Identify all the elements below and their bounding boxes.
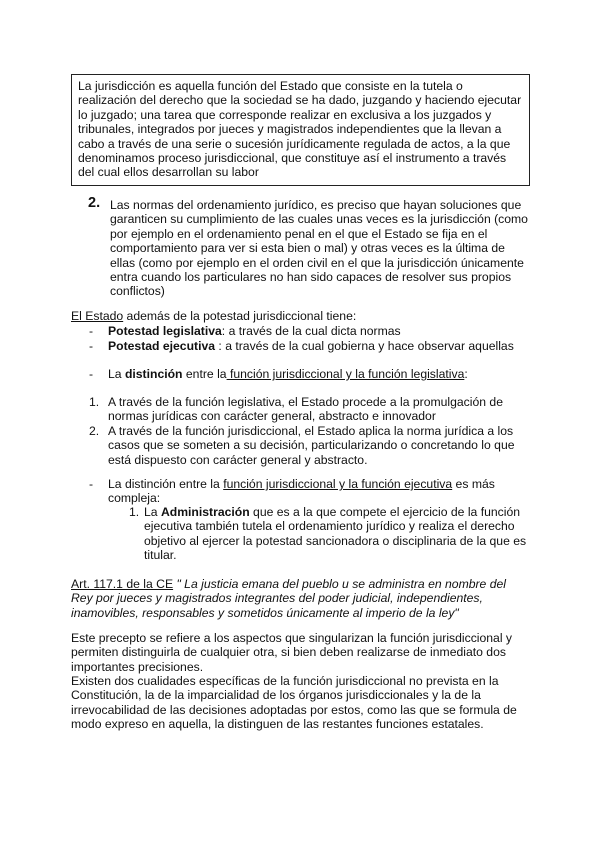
- potestad-legislativa-label: Potestad legislativa: [108, 324, 222, 338]
- list-marker: -: [89, 339, 94, 353]
- point-2-text: Las normas del ordenamiento jurídico, es preciso que hayan soluciones que garanticen su cumplimiento de las cuales unas veces es la jurisdicción (como por ejemplo en el ordenamiento penal en el que el Estado se fija en el comportamiento para ver si esta bien o mal) y otras veces es la última de ellas (como por ejemplo en el orden civil en el que la jurisdicción únicamente entra cuando los particulares no han sido capaces de resolver sus propios conflictos): [110, 198, 528, 299]
- potestad-ejecutiva-label: Potestad ejecutiva: [108, 339, 216, 353]
- paragraph-cualidades: Existen dos cualidades específicas de la función jurisdiccional no prevista en la Constitución, la de la imparcialidad de los órganos jurisdiccionales y la de la irrevocabilidad de las decisiones adoptadas por estos, como las que se formula de modo expreso en aquella, la distinguen de las restantes funciones estatales.: [71, 674, 517, 732]
- list-marker: 1.: [129, 505, 140, 519]
- legislativa-item-2-text: A través de la función jurisdiccional, el Estado aplica la norma jurídica a los casos que se someten a su decisión, particularizando o concretando lo que está dispuesto con carácter general y abstracto.: [108, 424, 515, 467]
- list-marker: 1.: [89, 395, 100, 409]
- administracion-bold: Administración: [160, 505, 250, 519]
- distincion2-post: es más compleja:: [108, 477, 495, 506]
- point-2-number: 2.: [88, 195, 101, 211]
- distincion-ejecutiva-heading: [89, 477, 539, 506]
- distincion-pre: La: [108, 367, 125, 381]
- potestad-ejecutiva-desc: : a través de la cual gobierna y hace observar aquellas: [215, 339, 514, 353]
- estado-heading: [71, 309, 531, 323]
- list-marker: -: [89, 324, 94, 338]
- article-quote: [71, 577, 526, 620]
- article-quote-text: " La justicia emana del pueblo u se administra en nombre del Rey por jueces y magistrados integrantes del poder judicial, independientes, inamovibles, responsables y sometidos únicamente al imperio de la ley": [71, 577, 506, 620]
- potestad-legislativa-item: [89, 324, 539, 338]
- distincion-mid: entre la: [182, 367, 227, 381]
- distincion-legislativa-heading: [89, 367, 539, 381]
- estado-title: El Estado: [71, 309, 124, 323]
- distincion2-pre: La distinción entre la: [108, 477, 224, 491]
- potestad-ejecutiva-item: [89, 339, 539, 353]
- definition-text: La jurisdicción es aquella función del Estado que consiste en la tutela o realización del derecho que la sociedad se ha dado, juzgando y haciendo ejecutar lo juzgado; una tarea que corresponde realizar en exclusiva a los juzgados y tribunales, integrados por jueces y magistrados independientes que la llevan a cabo a través de una serie o sucesión jurídicamente regulada de actos, a la que denominamos proceso jurisdiccional, que constituye así el instrumento a través del cual ellos desarrollan su labor: [78, 79, 522, 180]
- administracion-rest: que es a la que compete el ejercicio de la función ejecutiva también tutela el ordenamiento jurídico y realiza el derecho objetivo al ejercer la potestad sancionadora o disciplinaria de la que es titular.: [144, 505, 527, 563]
- list-marker: 2.: [89, 424, 100, 438]
- administracion-pre: La: [144, 505, 161, 519]
- distincion-underline: función jurisdiccional y la función legislativa: [226, 367, 465, 381]
- estado-rest: además de la potestad jurisdiccional tiene:: [123, 309, 357, 323]
- article-reference: Art. 117.1 de la CE: [71, 577, 174, 591]
- potestad-legislativa-desc: : a través de la cual dicta normas: [221, 324, 401, 338]
- legislativa-item-1-text: A través de la función legislativa, el Estado procede a la promulgación de normas jurídicas con carácter general, abstracto e innovador: [108, 395, 503, 424]
- paragraph-precepto: Este precepto se refiere a los aspectos que singularizan la función jurisdiccional y permiten distinguirla de cualquier otra, si bien deben realizarse de inmediato dos importantes precisiones.: [71, 631, 513, 674]
- list-marker: -: [89, 477, 94, 491]
- distincion-bold: distinción: [124, 367, 183, 381]
- list-marker: -: [89, 367, 94, 381]
- distincion-post: :: [464, 367, 468, 381]
- definition-box: [71, 74, 530, 186]
- distincion2-underline: función jurisdiccional y la función ejecutiva: [223, 477, 453, 491]
